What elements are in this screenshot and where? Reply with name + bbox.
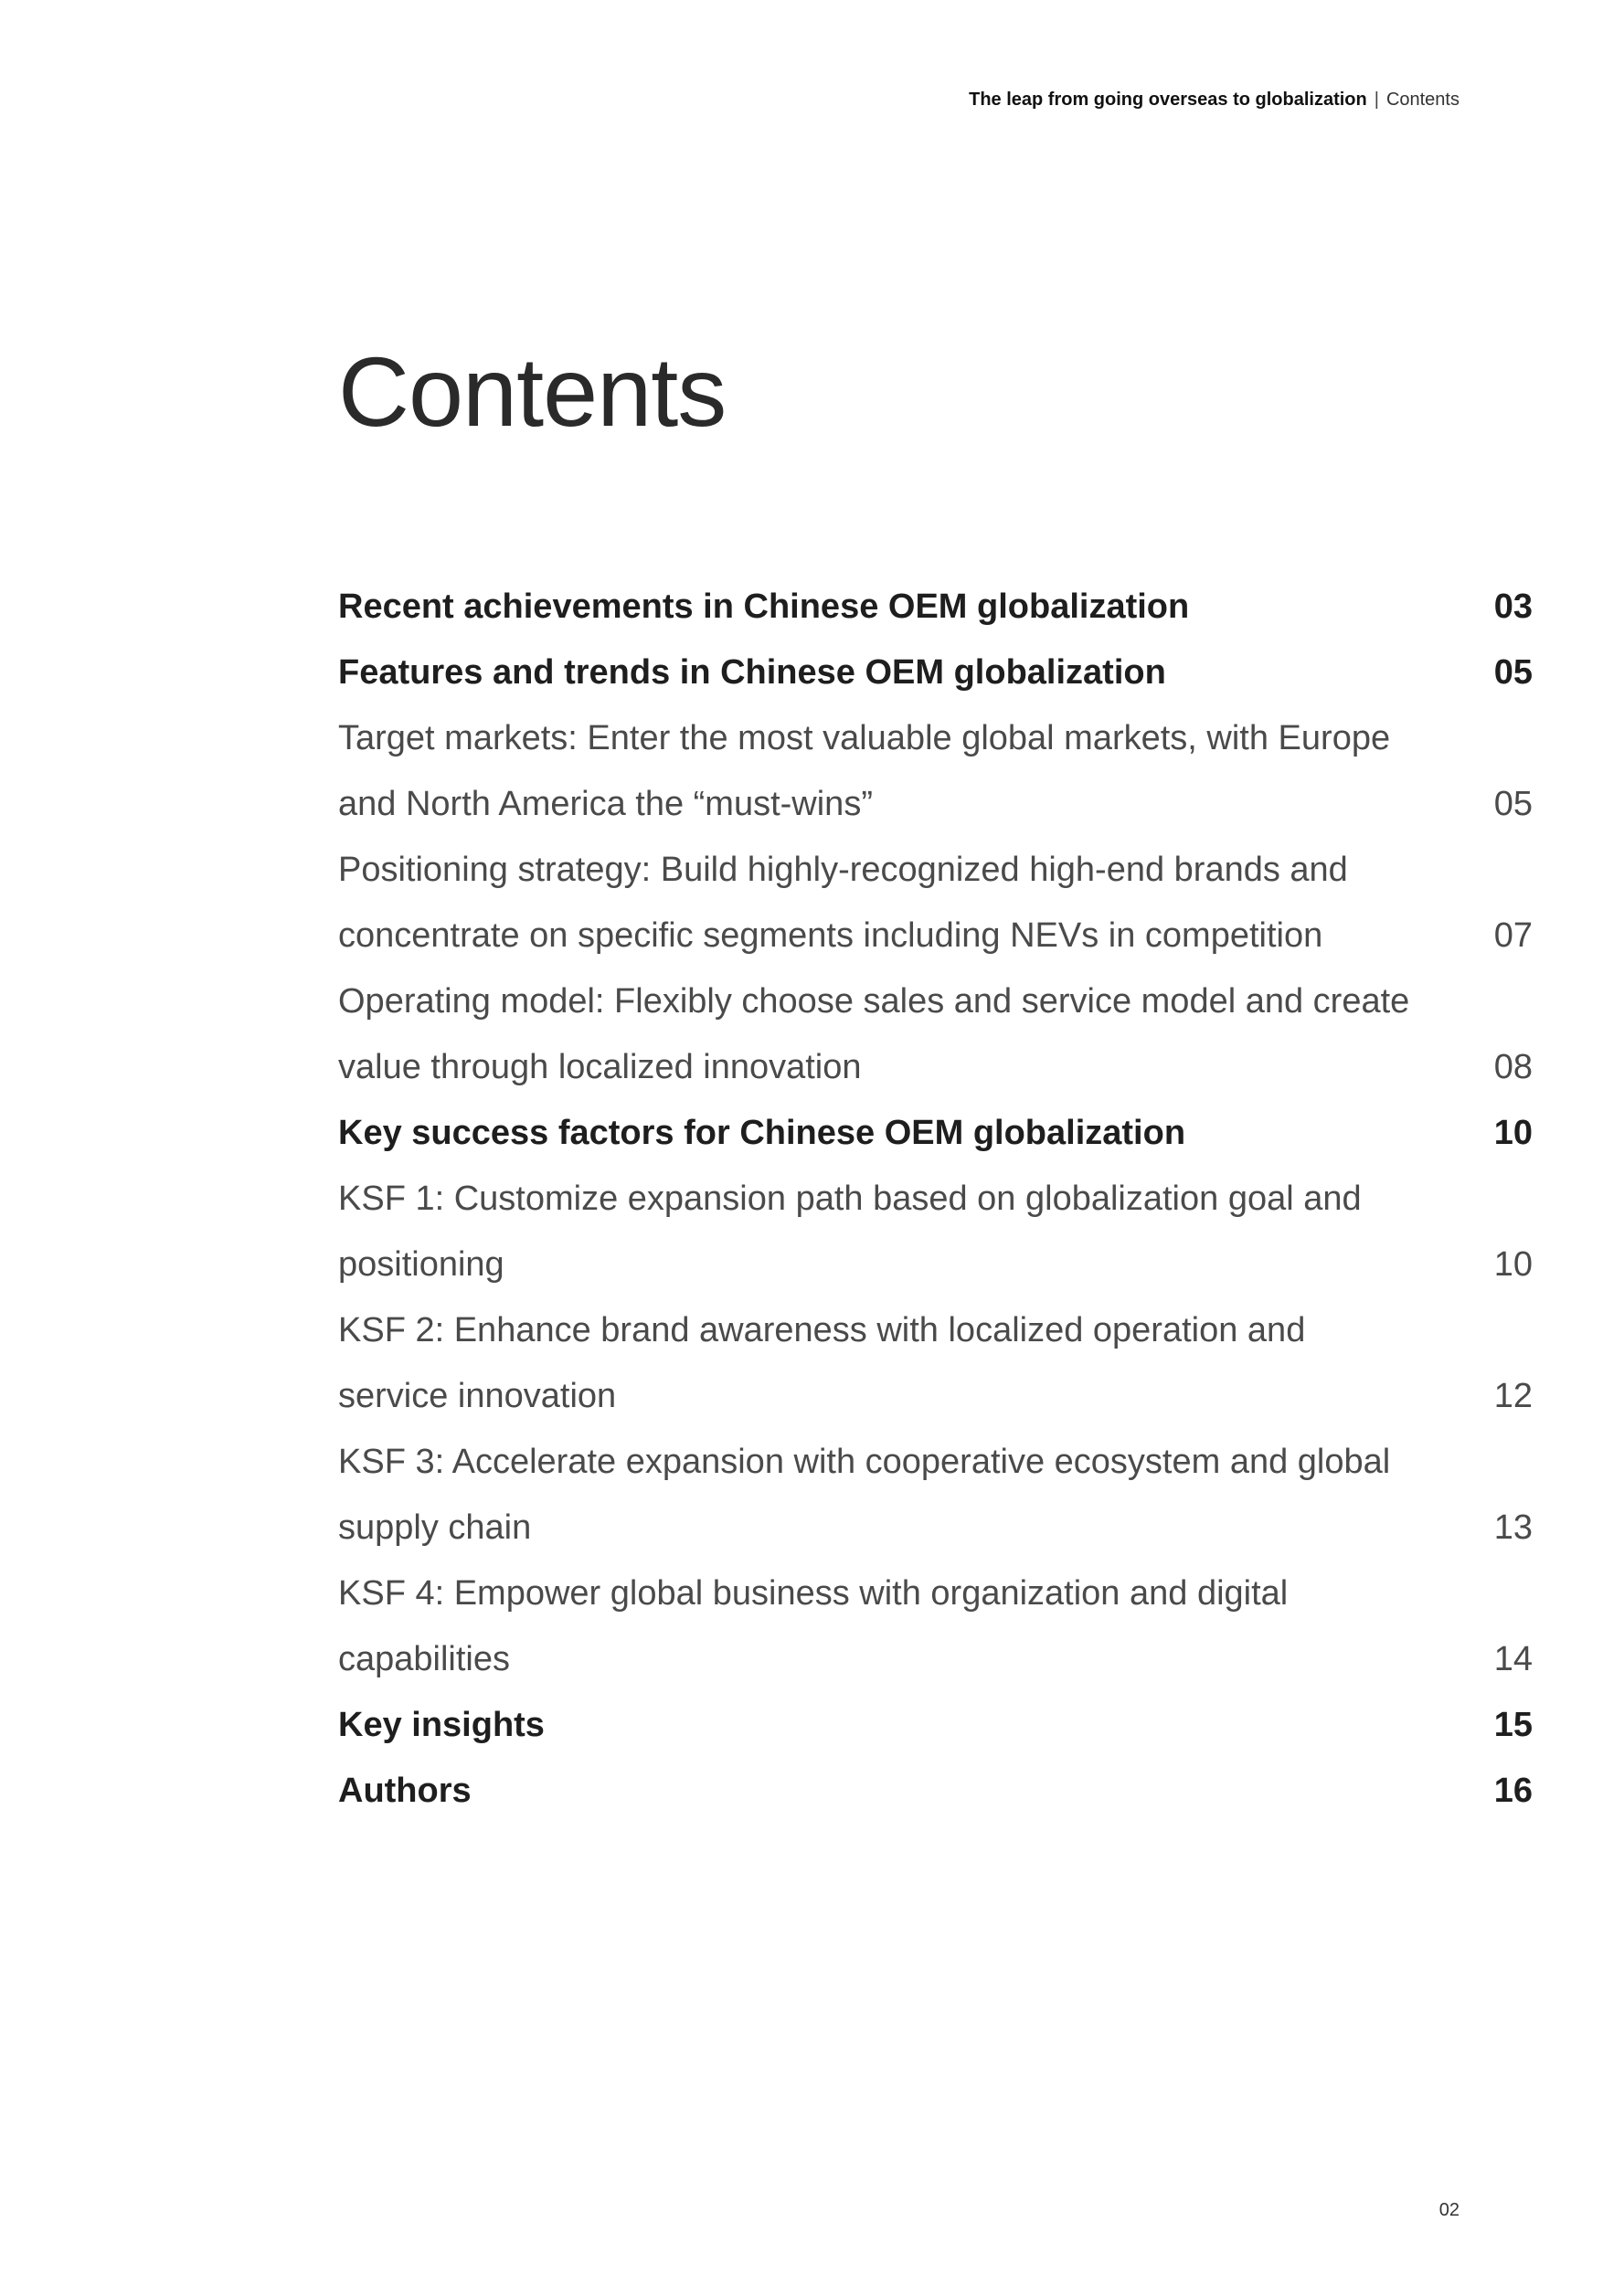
toc-entry-page: 10 [1493, 1114, 1533, 1152]
toc-entry-text: Features and trends in Chinese OEM globalization [338, 653, 1166, 692]
header-section-name: Contents [1385, 90, 1459, 110]
page-title: Contents [338, 336, 727, 447]
toc-entry-page: 08 [1493, 1048, 1533, 1086]
header-separator: | [1374, 90, 1379, 110]
toc-entry-recent-achievements[interactable] [338, 574, 1533, 640]
toc-entry-authors[interactable] [338, 1758, 1533, 1824]
toc-entry-text: Positioning strategy: Build highly-recognized high-end brands and concentrate on specific segments including NEVs in competition [338, 851, 1348, 955]
toc-entry-text: Key success factors for Chinese OEM globalization [338, 1114, 1186, 1152]
toc-entry-ksf-2[interactable] [338, 1297, 1533, 1429]
toc-entry-text: Target markets: Enter the most valuable global markets, with Europe and North America the “must-wins” [338, 719, 1391, 823]
toc-entry-text: Key insights [338, 1706, 545, 1744]
toc-entry-text: Authors [338, 1772, 472, 1810]
header-document-title: The leap from going overseas to globalization [969, 90, 1367, 110]
toc-entry-key-success-factors[interactable] [338, 1100, 1533, 1166]
toc-entry-text: KSF 4: Empower global business with organization and digital capabilities [338, 1574, 1289, 1678]
toc-entry-text: KSF 2: Enhance brand awareness with localized operation and service innovation [338, 1311, 1306, 1415]
toc-entry-target-markets[interactable] [338, 705, 1533, 837]
toc-entry-text: Recent achievements in Chinese OEM globalization [338, 587, 1190, 626]
toc-entry-key-insights[interactable] [338, 1692, 1533, 1758]
toc-entry-page: 05 [1493, 653, 1533, 692]
toc-entry-page: 14 [1493, 1640, 1533, 1678]
toc-entry-ksf-1[interactable] [338, 1166, 1533, 1297]
page-number: 02 [1438, 2200, 1459, 2220]
table-of-contents [338, 574, 1533, 1824]
toc-entry-page: 13 [1493, 1508, 1533, 1547]
toc-entry-page: 03 [1493, 587, 1533, 626]
toc-entry-page: 05 [1493, 785, 1533, 823]
toc-entry-text: Operating model: Flexibly choose sales and service model and create value through localized innovation [338, 982, 1410, 1086]
toc-entry-ksf-3[interactable] [338, 1429, 1533, 1561]
toc-entry-positioning-strategy[interactable] [338, 837, 1533, 968]
toc-entry-features-and-trends[interactable] [338, 640, 1533, 705]
toc-entry-text: KSF 1: Customize expansion path based on globalization goal and positioning [338, 1180, 1362, 1284]
toc-entry-page: 10 [1493, 1245, 1533, 1284]
toc-entry-page: 07 [1493, 916, 1533, 955]
toc-entry-page: 12 [1493, 1377, 1533, 1415]
toc-entry-page: 16 [1493, 1772, 1533, 1810]
toc-entry-operating-model[interactable] [338, 968, 1533, 1100]
toc-entry-page: 15 [1493, 1706, 1533, 1744]
running-header [969, 90, 1459, 111]
toc-entry-ksf-4[interactable] [338, 1561, 1533, 1692]
toc-entry-text: KSF 3: Accelerate expansion with cooperative ecosystem and global supply chain [338, 1443, 1391, 1547]
